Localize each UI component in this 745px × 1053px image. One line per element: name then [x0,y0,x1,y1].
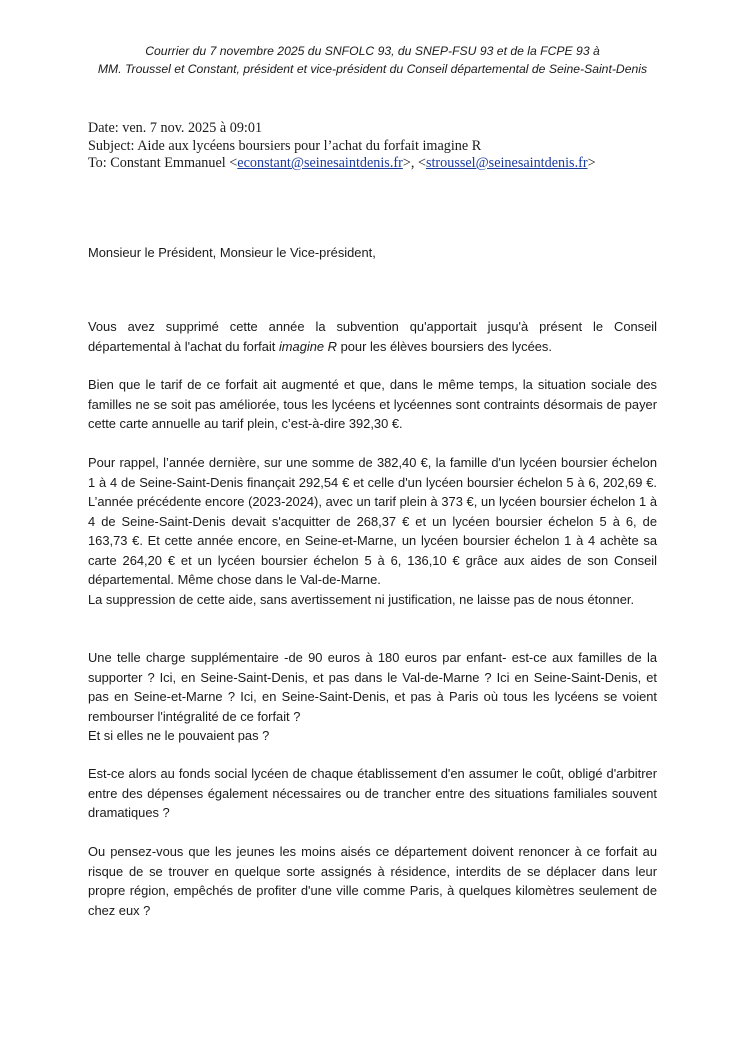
paragraph-7-text: Ou pensez-vous que les jeunes les moins aisés ce département doivent renoncer à ce forfait au risque de se trouver en quelque sorte assignés à résidence, interdits de se déplacer dans leur propre région, empêchés de profiter d'une ville comme Paris, à quelques kilomètres seulement de chez eux ? [88,844,657,918]
email-header [88,120,688,173]
salutation [88,243,657,263]
paragraph-6-text: Est-ce alors au fonds social lycéen de chaque établissement d'en assumer le coût, obligé d'arbitrer entre des dépenses également nécessaires ou de trancher entre des situations familiales souvent dramatiques ? [88,766,657,820]
paragraph-2-text: Bien que le tarif de ce forfait ait augmenté et que, dans le même temps, la situation sociale des familles ne se soit pas améliorée, tous les lycéens et lycéennes sont contraints désormais de payer cette carte annuelle au tarif plein, c’est-à-dire 392,30 €. [88,377,657,431]
to-name: Constant Emmanuel [110,155,226,171]
subject-label: Subject: [88,137,135,154]
paragraph-6 [88,764,657,823]
date-label: Date: [88,120,119,136]
header-note-line-1: Courrier du 7 novembre 2025 du SNFOLC 93, du SNEP-FSU 93 et de la FCPE 93 à [145,44,600,58]
p1-after: pour les élèves boursiers des lycées. [336,338,552,354]
p1-before: Vous avez supprimé cette année la subvention qu'apportait jusqu'à présent le Conseil départemental à l'achat du forfait [88,319,657,354]
header-note-line-2: MM. Troussel et Constant, président et vice-président du Conseil départemental de Seine-Saint-Denis [97,62,648,76]
email-to-row: To: Constant Emmanuel <econstant@seinesaintdenis.fr>, <stroussel@seinesaintdenis.fr> [88,155,596,171]
email-date-row [88,120,688,138]
paragraph-5-text: Une telle charge supplémentaire -de 90 euros à 180 euros par enfant- est-ce aux familles de la supporter ? Ici, en Seine-Saint-Denis, et pas dans le Val-de-Marne ? Ici en Seine-Saint-Denis, et pas en Seine-et-Marne ? Ici, en Seine-Saint-Denis, et pas à Paris où tous les lycéens se voient rembourser l'intégralité de ce forfait ? [88,650,657,724]
paragraph-5-followup: Et si elles ne le pouvaient pas ? [88,728,270,743]
paragraph-5 [88,648,657,746]
paragraph-1 [88,317,657,356]
to-label: To: [88,155,107,171]
header-note [60,42,685,78]
paragraph-4 [88,590,657,610]
paragraph-2 [88,375,657,434]
recipient-email-link-2[interactable]: stroussel@seinesaintdenis.fr [425,155,588,171]
paragraph-1-text [88,317,657,356]
email-subject-row [88,138,688,156]
subject-value: Aide aux lycéens boursiers pour l’achat du forfait imagine R [137,137,482,154]
paragraph-3 [88,453,657,590]
date-value: ven. 7 nov. 2025 à 09:01 [122,120,263,136]
paragraph-7 [88,842,657,920]
paragraph-3-text: Pour rappel, l’année dernière, sur une somme de 382,40 €, la famille d'un lycéen boursier échelon 1 à 4 de Seine-Saint-Denis finançait 292,54 € et celle d'un lycéen boursier échelon 5 à 6, 202,69 €. L’année précédente encore (2023-2024), avec un tarif plein à 373 €, un lycéen boursier échelon 1 à 4 de Seine-Saint-Denis devait s'acquitter de 268,37 € et un lycéen boursier échelon 5 à 6, de 163,73 €. Et cette année encore, en Seine-et-Marne, un lycéen boursier échelon 1 à 4 achète sa carte 264,20 € et un lycéen boursier échelon 5 à 6, 136,10 € grâce aux aides de son Conseil départemental. Même chose dans le Val-de-Marne. [88,455,657,587]
salutation-text: Monsieur le Président, Monsieur le Vice-président, [88,245,376,260]
recipient-email-link-1[interactable]: econstant@seinesaintdenis.fr [237,155,403,171]
paragraph-4-text: La suppression de cette aide, sans avertissement ni justification, ne laisse pas de nous étonner. [88,592,635,607]
forfait-name: imagine R [278,338,337,354]
